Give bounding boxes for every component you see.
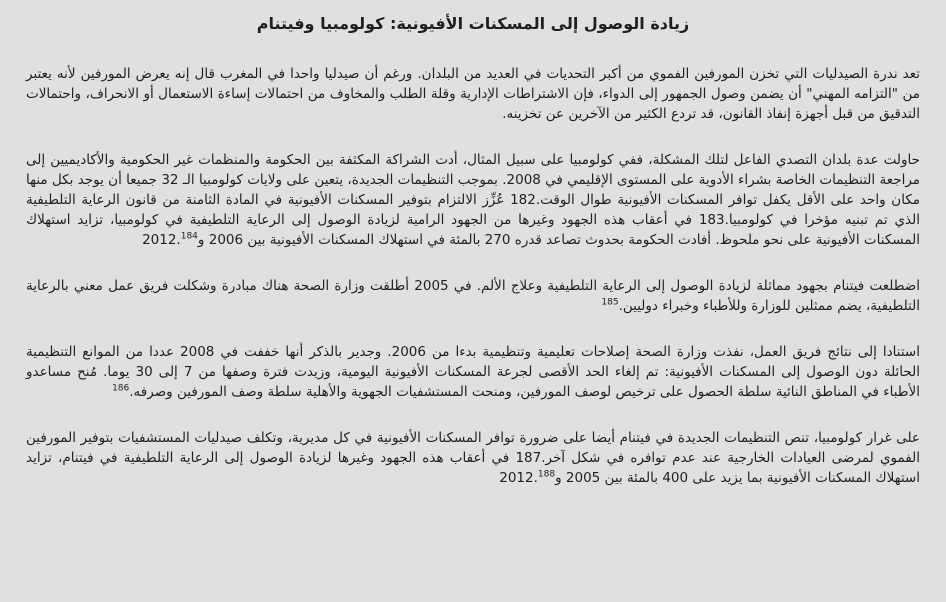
paragraph-vietnam-reforms [26,342,920,402]
paragraph-colombia [26,150,920,250]
footnote-ref: 188 [537,469,556,480]
paragraph-text: حاولت عدة بلدان التصدي الفاعل لتلك المشكلة، ففي كولومبيا على سبيل المثال، أدت الشراكة المكثفة بين الحكومة والمنظمات غير الحكومية والأكاديميين إلى مراجعة التنظيمات الخاصة بشراء الأدوية على المستوى الإقليمي في 2008. بموجب التنظيمات الجديدة، يتعين على ولايات كولومبيا الـ 32 جميعا أن يوجد بكل منها مكان واحد على الأقل يكفل توافر المسكنات الأفيونية طوال الوقت.182 عُزِّز الالتزام بتوفير المسكنات الأفيونية في المادة الثامنة من قانون الرعاية التلطيفية الذي تم تبنيه مؤخرا في كولومبيا.183 في أعقاب هذه الجهود وغيرها من الجهود الرامية لزيادة الوصول إلى الرعاية التلطيفية في كولومبيا، تزايد استهلاك المسكنات الأفيونية على نحو ملحوظ. أفادت الحكومة بحدوث تصاعد قدره 270 بالمئة في استهلاك المسكنات الأفيونية بين 2006 و2012. [26,152,921,248]
paragraph-pharmacy-scarcity [26,64,920,124]
paragraph-text: تعد ندرة الصيدليات التي تخزن المورفين الفموي من أكبر التحديات في العديد من البلدان. ورغم أن صيدليا واحدا في المغرب قال إنه يعرض المورفين لأنه يعتبر من "التزامه المهني" أن يضمن وصول الجمهور إلى الدواء، فإن الاشتراطات الإدارية وقلة الطلب والمخاوف من احتمالات إساءة الاستعمال أو الانحراف، واحتمالات التدقيق من قبل أجهزة إنفاذ القانون، قد تردع الكثير من الآخرين عن تخزينه. [26,66,920,122]
footnote-ref: 185 [601,297,619,308]
paragraph-text: اضطلعت فيتنام بجهود مماثلة لزيادة الوصول إلى الرعاية التلطيفية وعلاج الألم. في 2005 أطلقت وزارة الصحة هناك مبادرة وشكلت فريق عمل معني بالرعاية التلطيفية، يضم ممثلين للوزارة وللأطباء وخبراء دوليين. [26,278,920,314]
footnote-ref: 186 [112,383,130,394]
document-title: زيادة الوصول إلى المسكنات الأفيونية: كولومبيا وفيتنام [256,14,690,33]
paragraph-text: على غرار كولومبيا، تنص التنظيمات الجديدة في فيتنام أيضا على ضرورة توافر المسكنات الأفيونية في كل مديرية، وتكلف صيدليات المستشفيات بتوفير المورفين الفموي لمرضى العيادات الخارجية عند عدم توافره في شكل آخر.187 في أعقاب هذه الجهود وغيرها لزيادة الوصول إلى الرعاية التلطيفية في فيتنام، تزايد استهلاك المسكنات الأفيونية بما يزيد على 400 بالمئة بين 2005 و2012. [26,430,920,486]
paragraph-vietnam-regulations [26,428,920,488]
footnote-ref: 184 [180,231,198,242]
paragraph-text: استنادا إلى نتائج فريق العمل، نفذت وزارة الصحة إصلاحات تعليمية وتنظيمية بدءا من 2006. وجدير بالذكر أنها خففت في 2008 عددا من الموانع التنظيمية الحائلة دون الوصول إلى المسكنات الأفيونية: تم إلغاء الحد الأقصى لجرعة المسكنات الأفيونية اليومية، وزيدت فترة وصفها من 7 إلى 30 يوما. مُنح مساعدو الأطباء في المناطق النائية سلطة الحصول على ترخيص لوصف المورفين، ومنحت المستشفيات الجهوية والأهلية سلطة وصف المورفين وصرفه. [26,344,920,400]
paragraph-vietnam-initiative [26,276,920,316]
